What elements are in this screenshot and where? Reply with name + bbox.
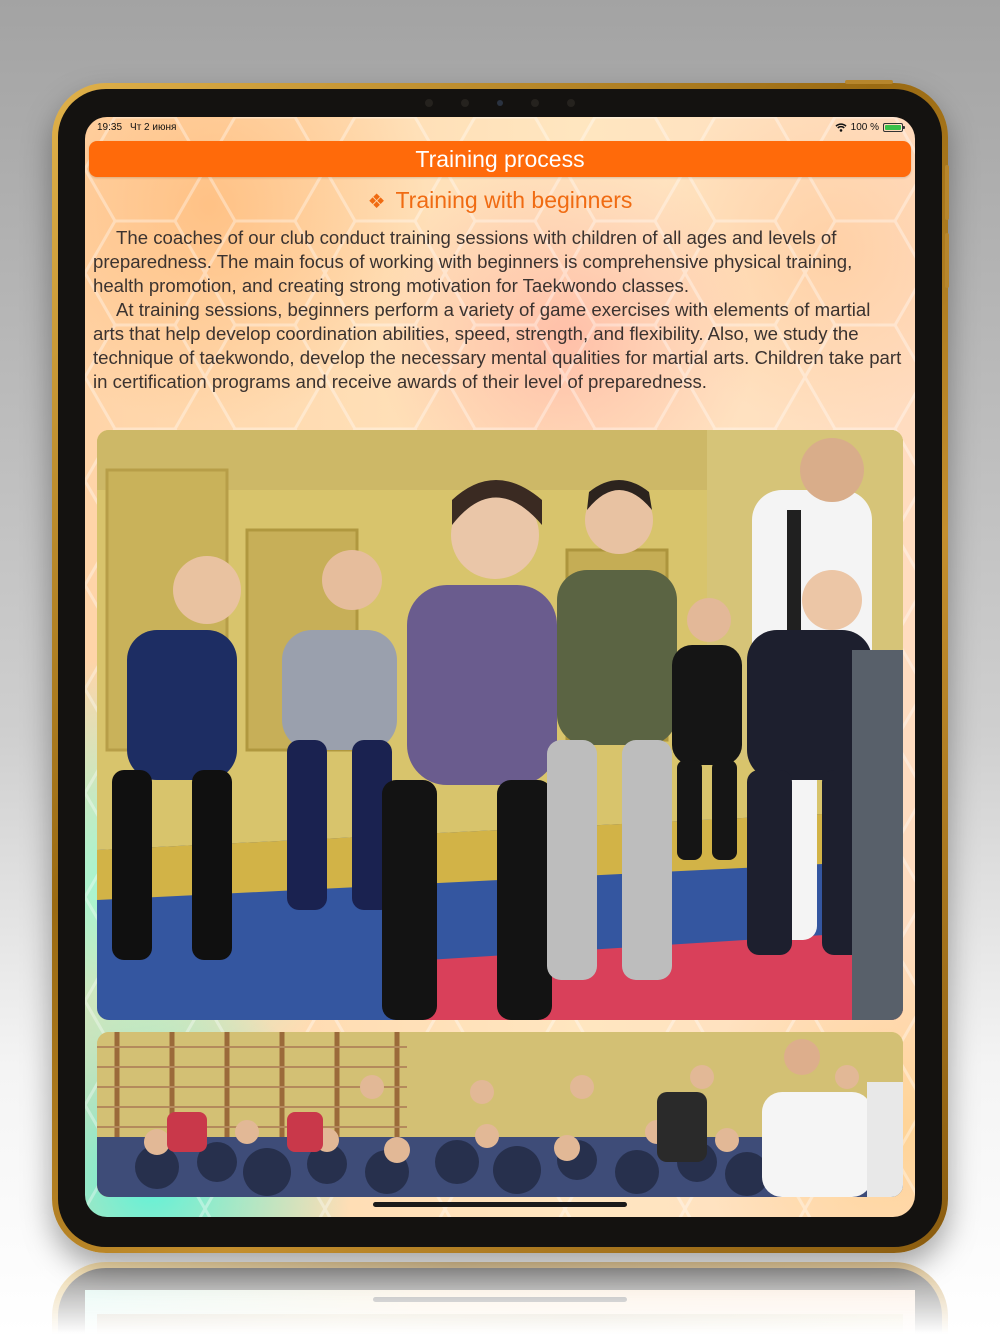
training-photo-group <box>97 1032 903 1197</box>
volume-down-button <box>945 233 949 288</box>
camera-sensors <box>425 98 575 108</box>
front-camera-icon <box>497 100 503 106</box>
app-screen <box>85 117 915 1217</box>
section-body <box>93 226 903 394</box>
sensor-icon <box>461 99 469 107</box>
battery-level-fill <box>885 125 901 130</box>
page-title: Training process <box>89 141 911 177</box>
training-photo-beginners <box>97 430 903 1020</box>
battery-percent: 100 % <box>850 121 879 133</box>
tablet-device <box>52 83 948 1253</box>
home-indicator[interactable] <box>373 1202 627 1207</box>
sensor-icon <box>425 99 433 107</box>
section-heading <box>85 185 915 217</box>
volume-up-button <box>945 165 949 220</box>
status-bar <box>85 117 915 137</box>
paragraph: The coaches of our club conduct training sessions with children of all ages and levels of preparedness. The main focus of working with beginners is comprehensive physical training, health promotion, and creating strong motivation for Taekwondo classes. <box>93 227 853 296</box>
top-button <box>845 80 893 84</box>
status-date: Чт 2 июня <box>130 121 177 133</box>
wifi-icon <box>835 123 847 132</box>
section-heading-text: Training with beginners <box>395 187 633 213</box>
paragraph: At training sessions, beginners perform a variety of game exercises with elements of martial arts that help develop coordination abilities, speed, strength, and flexibility. Also, we study the technique of taekwondo, develop the necessary mental qualities for martial arts. Children take part in certification programs and receive awards of their level of preparedness. <box>93 299 902 392</box>
sensor-icon <box>531 99 539 107</box>
status-time: 19:35 <box>97 121 123 133</box>
sensor-icon <box>567 99 575 107</box>
diamond-bullet-icon: ❖ <box>367 191 386 213</box>
battery-charging-icon <box>883 123 903 132</box>
device-reflection <box>52 1262 948 1334</box>
